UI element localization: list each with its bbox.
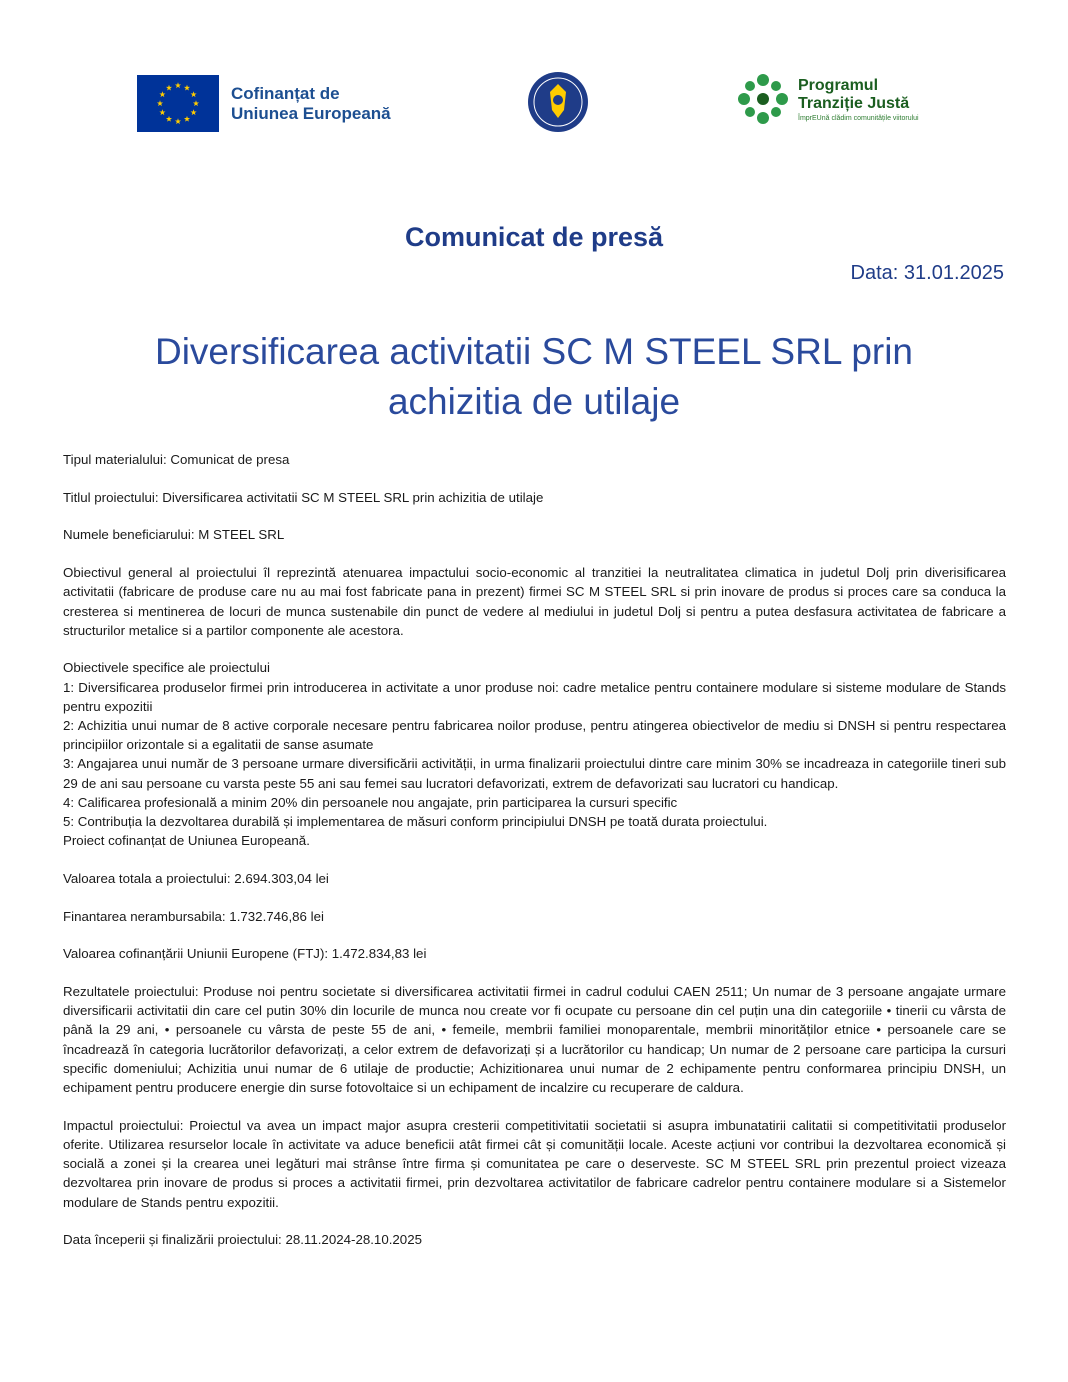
project-results: Rezultatele proiectului: Produse noi pentru societate si diversificarea activitatii firmei in cadrul codului CAEN 2511; Un numar de 3 persoane angajate urmare diversificarii activitatii din care cel putin 30% din locurile de munca nou create vor fi ocupate cu persoane din cel puțin una din categoriile • tinerii cu vârsta de până la 29 ani, • persoanele cu vârsta de peste 55 de ani, • femeile, membrii familiei monoparentale, membrii minorităților etnice • persoanele care se încadrează în categoria lucrătorilor defavorizați, a celor extrem de defavorizați și a lucrătorilor cu handicap; Un numar de 2 persoane care participa la cursuri specific domeniului; Achizitia unui numar de 6 utilaje de productie; Achizitionarea unui numar de 2 echipamente pentru conformarea principiu DNSH, un echipament pentru producere energie din surse fotovoltaice si un echipament de incalzire cu recuperare de caldura. (63, 984, 1006, 1096)
specific-objective-3: 3: Angajarea unui număr de 3 persoane urmare diversificării activității, in urma finalizarii proiectului dintre care minim 30% se incadreaza in categoriile tineri sub 29 de ani sau persoane cu varsta peste 55 ani sau femei sau lucratori defavorizati, extrem de defavorizati sau lucratori cu handicap. (63, 756, 1006, 791)
beneficiary-name: Numele beneficiarului: M STEEL SRL (63, 527, 285, 543)
ptj-logo (736, 72, 919, 126)
ptj-logo-line2: Tranziție Justă (798, 94, 910, 112)
total-value: Valoarea totala a proiectului: 2.694.303,04 lei (63, 870, 329, 886)
eu-logo-line1: Cofinanțat de (231, 83, 340, 103)
title-line2: achizitia de utilaje (387, 381, 681, 422)
press-release-label: Comunicat de presă (404, 222, 664, 252)
specific-objective-2: 2: Achizitia unui numar de 8 active corporale necesare pentru fabricarea noilor produse, pentru atingerea obiectivelor de mediu si DNSH si pentru respectarea principiilor orizontale si a egalitatii de sanse asumate (63, 718, 1006, 753)
page-title (60, 327, 1008, 427)
specific-objective-1: 1: Diversificarea produselor firmei prin introducerea in activitate a unor produse noi: cadre metalice pentru containere modulare si sisteme modulare de Stands pentru expozitii (63, 679, 1006, 714)
project-dates: Data începerii și finalizării proiectului: 28.11.2024-28.10.2025 (63, 1232, 422, 1248)
title-line1: Diversificarea activitatii SC M STEEL SRL prin (154, 331, 914, 372)
general-objective: Obiectivul general al proiectului îl reprezintă atenuarea impactului socio-economic al tranzitiei la neutralitatea climatica in judetul Dolj prin diverisificarea activitatii (fabricare de produse care nu au mai fost fabricate pana in prezent) firmei SC M STEEL SRL si prin inovare de produs si proces care sa conduca la cresterea si mentinerea de locuri de munca sustenabile din punct de vedere al mediului in judetul Dolj si pentru a putea desfasura activitatea de fabricare a structurilor metalice si a partilor componente ale acestora. (63, 565, 1006, 638)
eu-flag-icon (137, 75, 219, 132)
ptj-logo-text (798, 77, 919, 122)
material-type: Tipul materialului: Comunicat de presa (63, 452, 290, 467)
cofinanced-note: Proiect cofinanțat de Uniunea Europeană. (63, 833, 310, 849)
eu-logo-text (231, 84, 391, 124)
project-title: Titlul proiectului: Diversificarea activitatii SC M STEEL SRL prin achizitia de utilaje (63, 489, 544, 505)
specific-objective-4: 4: Calificarea profesională a minim 20% din persoanele nou angajate, prin participarea la cursuri specific (63, 794, 678, 810)
logo-bar (0, 70, 1068, 140)
eu-logo (137, 75, 391, 132)
project-impact: Impactul proiectului: Proiectul va avea un impact major asupra cresterii competitivitatii societatii si asupra imbunatatirii calitatii si competitivitatii produselor oferite. Utilizarea resurselor locale în activitate va aduce beneficii atât firmei cât și comunității locale. Aceste acțiuni vor contribui la dezvoltarea economică și socială a zonei și la crearea unei legături mai strânse între firma și comunitatea pe care o deserveste. SC M STEEL SRL prin prezentul proiect vizeaza dezvoltarea prin inovare de produs si proces a activitatii firmei, prin dezvoltarea activitatilor de fabricare cadrelor pentru containere modulare si a Sistemelor modulare de Stands pentru expozitii. (63, 1117, 1006, 1210)
document-body (63, 450, 1006, 1250)
eu-logo-line2: Uniunea Europeană (231, 103, 391, 123)
ptj-flower-icon (736, 72, 790, 126)
ptj-logo-line1: Programul (798, 76, 879, 94)
guvernul-romaniei-seal-icon (526, 70, 590, 134)
ptj-logo-tagline: ÎmprEUnă clădim comunitățile viitorului (798, 114, 919, 122)
release-date: Data: 31.01.2025 (850, 262, 1004, 284)
eu-cofinancing-value: Valoarea cofinanțării Uniunii Europene (FTJ): 1.472.834,83 lei (63, 946, 427, 962)
non-reimbursable-funding: Finantarea nerambursabila: 1.732.746,86 lei (63, 908, 324, 924)
specific-objective-5: 5: Contribuția la dezvoltarea durabilă și implementarea de măsuri conform principiului DNSH pe toată durata proiectului. (63, 814, 768, 830)
specific-objectives-heading: Obiectivele specifice ale proiectului (63, 660, 270, 676)
